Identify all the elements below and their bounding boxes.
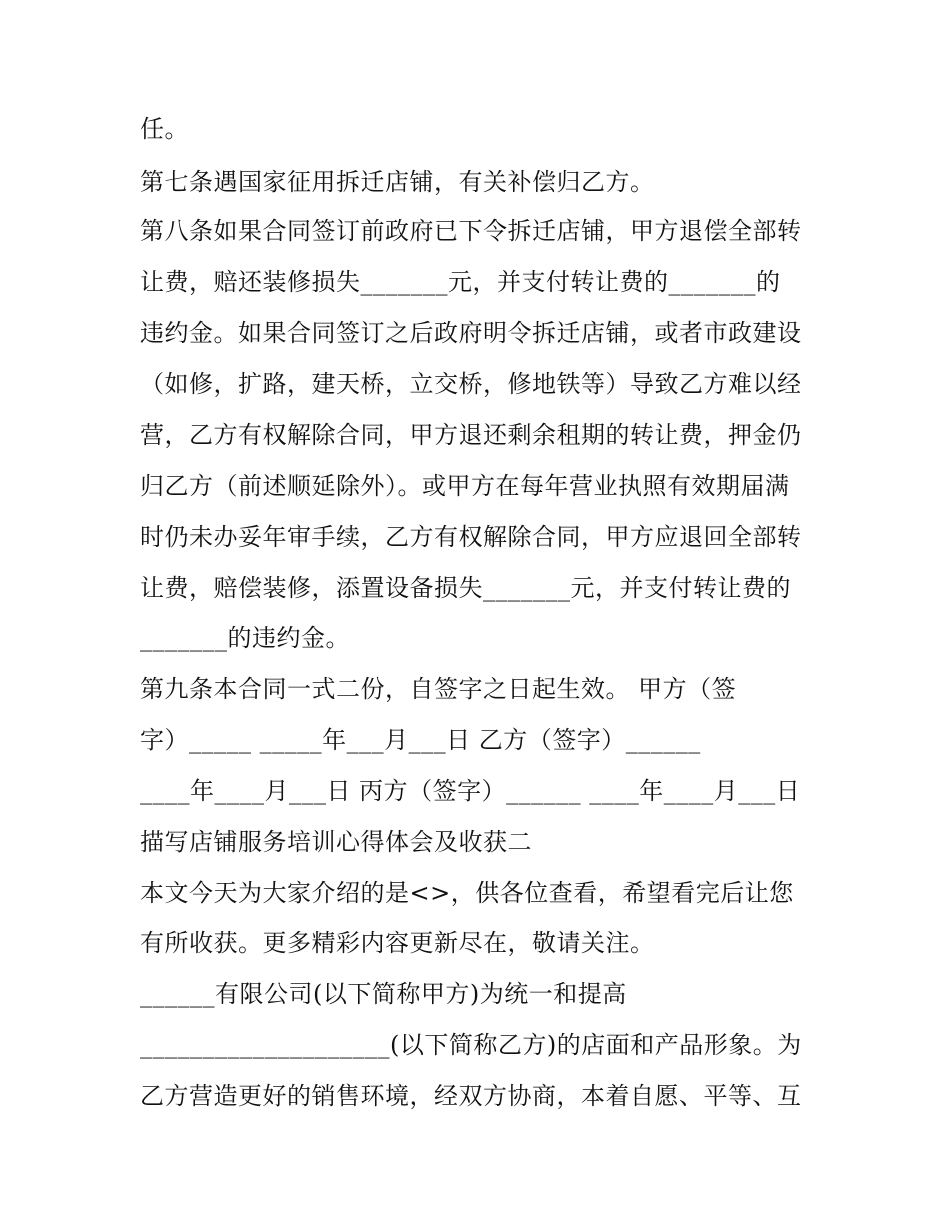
text-line: 字）_____ _____年___月___日 乙方（签字）______ [140,726,701,754]
text-line: 本文今天为大家介绍的是<>，供各位查看，希望看完后让您 [140,879,794,907]
text-line: ____年____月___日 丙方（签字）______ ____年____月___日 [140,777,801,805]
text-line: 任。 [140,115,189,143]
text-line: 乙方营造更好的销售环境，经双方协商，本着自愿、平等、互 [140,1082,802,1110]
text-line: 让费，赔偿装修，添置设备损失_______元，并支付转让费的 [140,574,791,602]
text-line: 有所收获。更多精彩内容更新尽在，敬请关注。 [140,929,655,957]
text-line: 让费，赔还装修损失_______元，并支付转让费的_______的 [140,268,781,296]
text-line: 第八条如果合同签订前政府已下令拆迁店铺，甲方退偿全部转 [140,217,802,245]
text-line: _______的违约金。 [140,624,350,652]
text-line: 违约金。如果合同签订之后政府明令拆迁店铺，或者市政建设 [140,319,802,347]
text-line: 营，乙方有权解除合同，甲方退还剩余租期的转让费，押金仍 [140,421,802,449]
text-line: ____________________(以下简称乙方)的店面和产品形象。为 [140,1031,802,1059]
text-line: 第九条本合同一式二份，自签字之日起生效。 甲方（签 [140,675,737,703]
text-line: ______有限公司(以下简称甲方)为统一和提高 [140,980,627,1008]
section-heading: 描写店铺服务培训心得体会及收获二 [140,828,532,856]
text-line: （如修，扩路，建天桥，立交桥，修地铁等）导致乙方难以经 [140,370,802,398]
text-line: 第七条遇国家征用拆迁店铺，有关补偿归乙方。 [140,168,655,196]
text-line: 时仍未办妥年审手续，乙方有权解除合同，甲方应退回全部转 [140,523,802,551]
text-line: 归乙方（前述顺延除外）。或甲方在每年营业执照有效期届满 [140,472,790,500]
